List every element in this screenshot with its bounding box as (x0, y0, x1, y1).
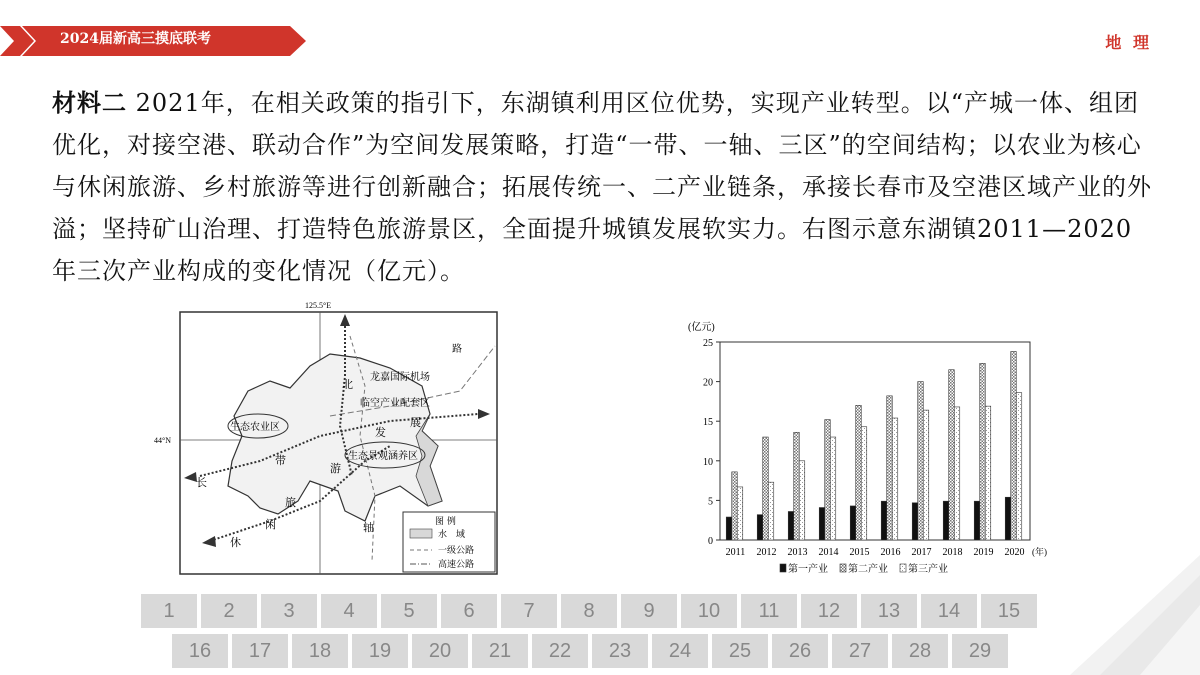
bar-3 (954, 407, 960, 540)
question-nav-button[interactable]: 11 (741, 594, 797, 628)
map-road-label: 路 (452, 344, 462, 355)
x-tick-label: 2016 (880, 547, 901, 558)
bar-1 (726, 517, 732, 540)
bar-1 (943, 501, 949, 540)
question-nav-button[interactable]: 27 (832, 634, 888, 668)
bar-2 (949, 370, 955, 540)
bar-2 (794, 432, 800, 540)
bar-2 (980, 363, 986, 540)
industry-bar-chart (680, 316, 1050, 586)
question-nav-button[interactable]: 7 (501, 594, 557, 628)
legend-highway: 高速公路 (438, 560, 475, 570)
x-tick-label: 2011 (725, 547, 746, 558)
bar-1 (757, 515, 763, 540)
bar-2 (918, 382, 924, 540)
bar-2 (856, 405, 862, 540)
question-nav-button[interactable]: 22 (532, 634, 588, 668)
legend-road1: 一级公路 (438, 546, 475, 556)
y-tick-label: 20 (703, 377, 713, 389)
question-nav-button[interactable]: 9 (621, 594, 677, 628)
x-tick-label: 2012 (756, 547, 777, 558)
question-nav-button[interactable]: 29 (952, 634, 1008, 668)
question-nav-button[interactable]: 18 (292, 634, 348, 668)
x-tick-label: 2015 (849, 547, 870, 558)
question-nav-button[interactable]: 16 (172, 634, 228, 668)
bar-3 (799, 461, 805, 540)
x-tick-label: 2013 (787, 547, 808, 558)
bar-3 (861, 427, 867, 540)
x-tick-label: 2020 (1004, 547, 1025, 558)
question-nav-button[interactable]: 8 (561, 594, 617, 628)
question-nav-button[interactable]: 3 (261, 594, 317, 628)
x-unit-label: (年) (1032, 547, 1047, 557)
bar-3 (737, 487, 743, 540)
bar-3 (768, 482, 774, 540)
legend-label: 第一产业 (788, 564, 828, 575)
map-airport-label: 龙嘉国际机场 (370, 372, 430, 383)
question-nav-button[interactable]: 17 (232, 634, 288, 668)
bar-1 (1005, 497, 1011, 540)
question-nav-button[interactable]: 25 (712, 634, 768, 668)
map-zhan-label: 展 (410, 416, 421, 429)
map-zhou-label: 轴 (363, 521, 374, 534)
map-dai-label: 带 (275, 454, 286, 467)
question-nav-row-1 (141, 594, 1041, 628)
legend-label: 第三产业 (908, 564, 948, 575)
exam-title: 2024届新高三摸底联考 (60, 31, 211, 47)
bar-3 (923, 410, 929, 540)
y-tick-label: 25 (703, 338, 713, 349)
bar-1 (912, 503, 918, 540)
map-xiu-label: 休 (230, 536, 241, 549)
question-nav-button[interactable]: 5 (381, 594, 437, 628)
question-nav-button[interactable]: 26 (772, 634, 828, 668)
map-lon-label: 125.5°E (305, 301, 332, 310)
passage (52, 82, 1152, 292)
map-legend (403, 512, 495, 572)
legend-label: 第二产业 (848, 564, 888, 575)
x-tick-label: 2018 (942, 547, 963, 558)
bar-3 (1016, 393, 1022, 540)
bar-3 (985, 406, 991, 540)
y-tick-label: 5 (708, 496, 713, 508)
subject-label: 地 理 (1105, 33, 1152, 52)
passage-text: 2021年，在相关政策的指引下，东湖镇利用区位优势，实现产业转型。以“产城一体、组团优化，对接空港、联动合作”为空间发展策略，打造“一带、一轴、三区”的空间结构；以农业为核心与休闲旅游、乡村旅游等进行创新融合；拓展传统一、二产业链条，承接长春市及空港区域产业的外溢；坚持矿山治理、打造特色旅游景区，全面提升城镇发展软实力。右图示意东湖镇2011—2020年三次产业构成的变化情况（亿元）。 (52, 89, 1152, 285)
bar-2 (825, 420, 831, 540)
map-zone-scenic-label: 生态景观涵养区 (348, 451, 418, 462)
map-lat-label: 44°N (154, 436, 171, 445)
bar-3 (892, 418, 898, 540)
bar-1 (881, 501, 887, 540)
bar-2 (887, 396, 893, 540)
bar-1 (788, 511, 794, 540)
y-tick-label: 15 (703, 417, 713, 429)
x-tick-label: 2014 (818, 547, 839, 558)
bar-3 (830, 437, 836, 540)
map-north-label: 北 (342, 378, 353, 391)
passage-label: 材料二 (52, 89, 127, 117)
question-nav-button[interactable]: 21 (472, 634, 528, 668)
question-nav-button[interactable]: 14 (921, 594, 977, 628)
question-nav-row-2 (172, 634, 1072, 668)
question-nav-button[interactable]: 24 (652, 634, 708, 668)
bar-2 (732, 472, 738, 540)
y-tick-label: 0 (708, 536, 713, 547)
bar-2 (1011, 352, 1017, 540)
bar-1 (819, 508, 825, 540)
question-nav-button[interactable]: 23 (592, 634, 648, 668)
town-map (154, 296, 505, 580)
map-zone-port-label: 临空产业配套区 (360, 398, 430, 409)
legend-water: 水 域 (438, 530, 466, 540)
map-lv-label: 旅 (285, 496, 296, 509)
map-zone-agri-label: 生态农业区 (230, 422, 280, 433)
bar-1 (850, 506, 856, 540)
legend-swatch (840, 564, 846, 572)
question-nav-button[interactable]: 20 (412, 634, 468, 668)
x-tick-label: 2019 (973, 547, 994, 558)
question-nav-button[interactable]: 4 (321, 594, 377, 628)
question-nav-button[interactable]: 2 (201, 594, 257, 628)
y-tick-label: 10 (703, 456, 713, 468)
question-nav-button[interactable]: 12 (801, 594, 857, 628)
x-tick-label: 2017 (911, 547, 932, 558)
question-nav-button[interactable]: 28 (892, 634, 948, 668)
question-nav-button[interactable]: 6 (441, 594, 497, 628)
legend-title: 图 例 (435, 517, 456, 527)
question-nav-button[interactable]: 19 (352, 634, 408, 668)
chart-ylabel: (亿元) (688, 322, 715, 333)
bar-1 (974, 501, 980, 540)
question-nav-button[interactable]: 13 (861, 594, 917, 628)
map-fa-label: 发 (375, 426, 386, 439)
map-you-label: 游 (330, 462, 341, 475)
map-chang-label: 长 (196, 476, 207, 489)
question-nav-button[interactable]: 1 (141, 594, 197, 628)
map-xian-label: 闲 (265, 518, 276, 531)
question-nav-button[interactable]: 10 (681, 594, 737, 628)
legend-swatch (900, 564, 906, 572)
bar-2 (763, 437, 769, 540)
question-nav-button[interactable]: 15 (981, 594, 1037, 628)
legend-swatch (780, 564, 786, 572)
